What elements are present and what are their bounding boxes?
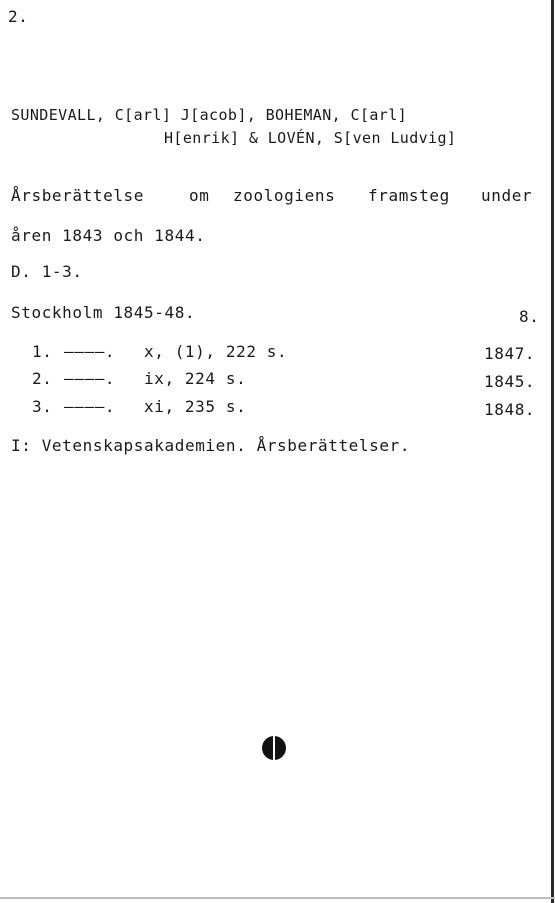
- imprint: Stockholm 1845-48.: [11, 303, 196, 322]
- title-word-4: framsteg: [368, 186, 450, 205]
- part-number: 3.: [32, 397, 53, 416]
- card-bottom-edge: [0, 897, 555, 899]
- volumes: D. 1-3.: [11, 262, 83, 281]
- card-right-edge: [551, 0, 554, 903]
- part-dash: ————.: [64, 369, 116, 388]
- series-note: I: Vetenskapsakademien. Årsberättelser.: [11, 436, 411, 455]
- part-description: xi, 235 s.: [144, 397, 247, 416]
- part-year: 1845.: [484, 372, 536, 391]
- title-word-3: zoologiens: [233, 186, 336, 205]
- part-dash: ————.: [64, 397, 116, 416]
- filing-hole-slit: [273, 736, 275, 760]
- filing-hole-icon: [262, 736, 286, 760]
- author-line-1: SUNDEVALL, C[arl] J[acob], BOHEMAN, C[arl]: [11, 106, 408, 124]
- page-number: 2.: [8, 7, 29, 26]
- format: 8.: [519, 307, 540, 326]
- part-dash: ————.: [64, 342, 116, 361]
- title-word-5: under: [481, 186, 533, 205]
- part-number: 2.: [32, 369, 53, 388]
- part-description: x, (1), 222 s.: [144, 342, 288, 361]
- title-line-2: åren 1843 och 1844.: [11, 226, 206, 245]
- title-word-2: om: [189, 186, 210, 205]
- title-word-1: Årsberättelse: [11, 186, 145, 205]
- part-description: ix, 224 s.: [144, 369, 247, 388]
- author-line-2: H[enrik] & LOVÉN, S[ven Ludvig]: [164, 129, 457, 147]
- part-year: 1847.: [484, 344, 536, 363]
- part-number: 1.: [32, 342, 53, 361]
- part-year: 1848.: [484, 400, 536, 419]
